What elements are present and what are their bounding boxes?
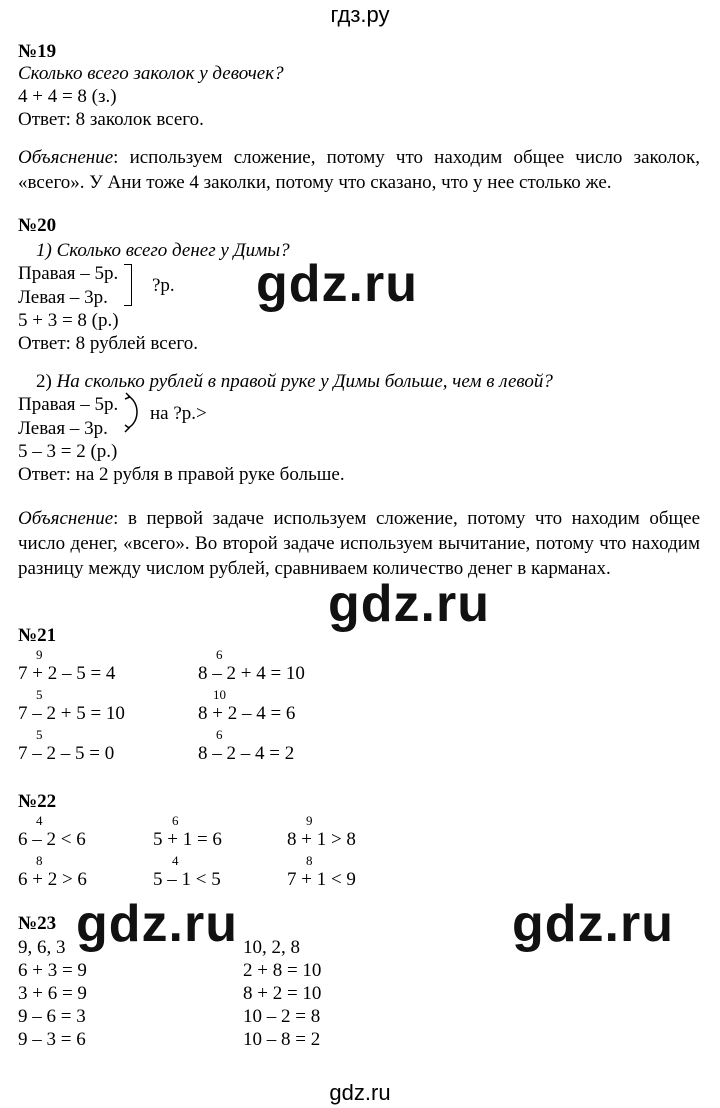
- task-23-left-line: 6 + 3 = 9: [18, 960, 87, 981]
- task-23-left-line: 9, 6, 3: [18, 937, 66, 958]
- task-22-number: №22: [18, 791, 57, 812]
- task-22-sup: 4: [172, 853, 179, 868]
- comparison-arc-icon: [124, 392, 140, 432]
- task-19-number: №19: [18, 41, 57, 62]
- explanation-text: : в первой задаче используем сложение, потому что находим общее число денег, «всего». Во второй задаче используем вычитание, потому что находим разницу между числом рублей, сравниваем количество денег в карманах.: [18, 508, 700, 579]
- task-19-answer: Ответ: 8 заколок всего.: [18, 109, 204, 130]
- task-22-sup: 8: [306, 853, 313, 868]
- task-22-sup: 4: [36, 813, 43, 828]
- task-20-arc-label: на ?р.>: [150, 403, 207, 424]
- task-21-sup: 5: [36, 727, 43, 742]
- task-22-sup: 6: [172, 813, 179, 828]
- task-22-comparison: 7 + 1 < 9: [287, 869, 356, 890]
- task-23-left-line: 9 – 6 = 3: [18, 1006, 86, 1027]
- task-21-sup: 6: [216, 647, 223, 662]
- task-23-left-line: 3 + 6 = 9: [18, 983, 87, 1004]
- task-21-sup: 10: [213, 687, 226, 702]
- task-20-equation-1: 5 + 3 = 8 (р.): [18, 310, 119, 331]
- task-23-right-line: 10, 2, 8: [243, 937, 300, 958]
- task-21-sup: 6: [216, 727, 223, 742]
- watermark: gdz.ru: [512, 895, 674, 953]
- task-19-equation: 4 + 4 = 8 (з.): [18, 86, 117, 107]
- explanation-label: Объяснение: [18, 147, 114, 168]
- explanation-label: Объяснение: [18, 508, 114, 529]
- task-20-explanation: [18, 506, 700, 581]
- task-20-equation-2: 5 – 3 = 2 (р.): [18, 441, 118, 462]
- task-21-expression: 7 – 2 – 5 = 0: [18, 743, 115, 764]
- task-22-comparison: 6 – 2 < 6: [18, 829, 86, 850]
- task-20-right-hand-2: Правая – 5р.: [18, 394, 119, 415]
- task-20-brace-label: ?р.: [152, 275, 175, 296]
- task-22-sup: 8: [36, 853, 43, 868]
- task-21-expression: 8 – 2 + 4 = 10: [198, 663, 305, 684]
- task-22-comparison: 6 + 2 > 6: [18, 869, 87, 890]
- task-23-number: №23: [18, 913, 57, 934]
- watermark: gdz.ru: [256, 255, 418, 313]
- task-21-expression: 7 + 2 – 5 = 4: [18, 663, 116, 684]
- task-22-comparison: 8 + 1 > 8: [287, 829, 356, 850]
- task-21-sup: 9: [36, 647, 43, 662]
- watermark: gdz.ru: [76, 895, 238, 953]
- task-23-left-line: 9 – 3 = 6: [18, 1029, 86, 1050]
- task-20-answer-2: Ответ: на 2 рубля в правой руке больше.: [18, 464, 345, 485]
- footer-watermark: gdz.ru: [329, 1080, 391, 1105]
- question-2-number: 2): [36, 371, 57, 392]
- task-19-question: Сколько всего заколок у девочек?: [18, 63, 284, 84]
- task-21-expression: 7 – 2 + 5 = 10: [18, 703, 125, 724]
- task-20-answer-1: Ответ: 8 рублей всего.: [18, 333, 198, 354]
- watermark: gdz.ru: [328, 575, 490, 633]
- question-2-text: На сколько рублей в правой руке у Димы больше, чем в левой?: [56, 371, 553, 392]
- task-21-number: №21: [18, 625, 57, 646]
- task-20-question-1: 1) Сколько всего денег у Димы?: [36, 240, 290, 261]
- task-20-left-hand-2: Левая – 3р.: [18, 418, 108, 439]
- bracket-icon: [124, 264, 132, 306]
- task-19-explanation: [18, 145, 700, 195]
- task-23-right-line: 10 – 8 = 2: [243, 1029, 321, 1050]
- task-21-expression: 8 + 2 – 4 = 6: [198, 703, 296, 724]
- task-22-comparison: 5 + 1 = 6: [153, 829, 222, 850]
- task-20-right-hand-1: Правая – 5р.: [18, 263, 119, 284]
- task-22-sup: 9: [306, 813, 313, 828]
- task-20-left-hand-1: Левая – 3р.: [18, 287, 108, 308]
- task-23-right-line: 10 – 2 = 8: [243, 1006, 321, 1027]
- task-20-question-2: [36, 372, 553, 391]
- task-21-sup: 5: [36, 687, 43, 702]
- task-20-number: №20: [18, 215, 57, 236]
- task-23-right-line: 2 + 8 = 10: [243, 960, 322, 981]
- site-header: гдз.ру: [330, 2, 390, 27]
- task-22-comparison: 5 – 1 < 5: [153, 869, 221, 890]
- explanation-text: : используем сложение, потому что находим общее число заколок, «всего». У Ани тоже 4 заколки, потому что сказано, что у нее столько же.: [18, 147, 700, 193]
- task-23-right-line: 8 + 2 = 10: [243, 983, 322, 1004]
- task-21-expression: 8 – 2 – 4 = 2: [198, 743, 295, 764]
